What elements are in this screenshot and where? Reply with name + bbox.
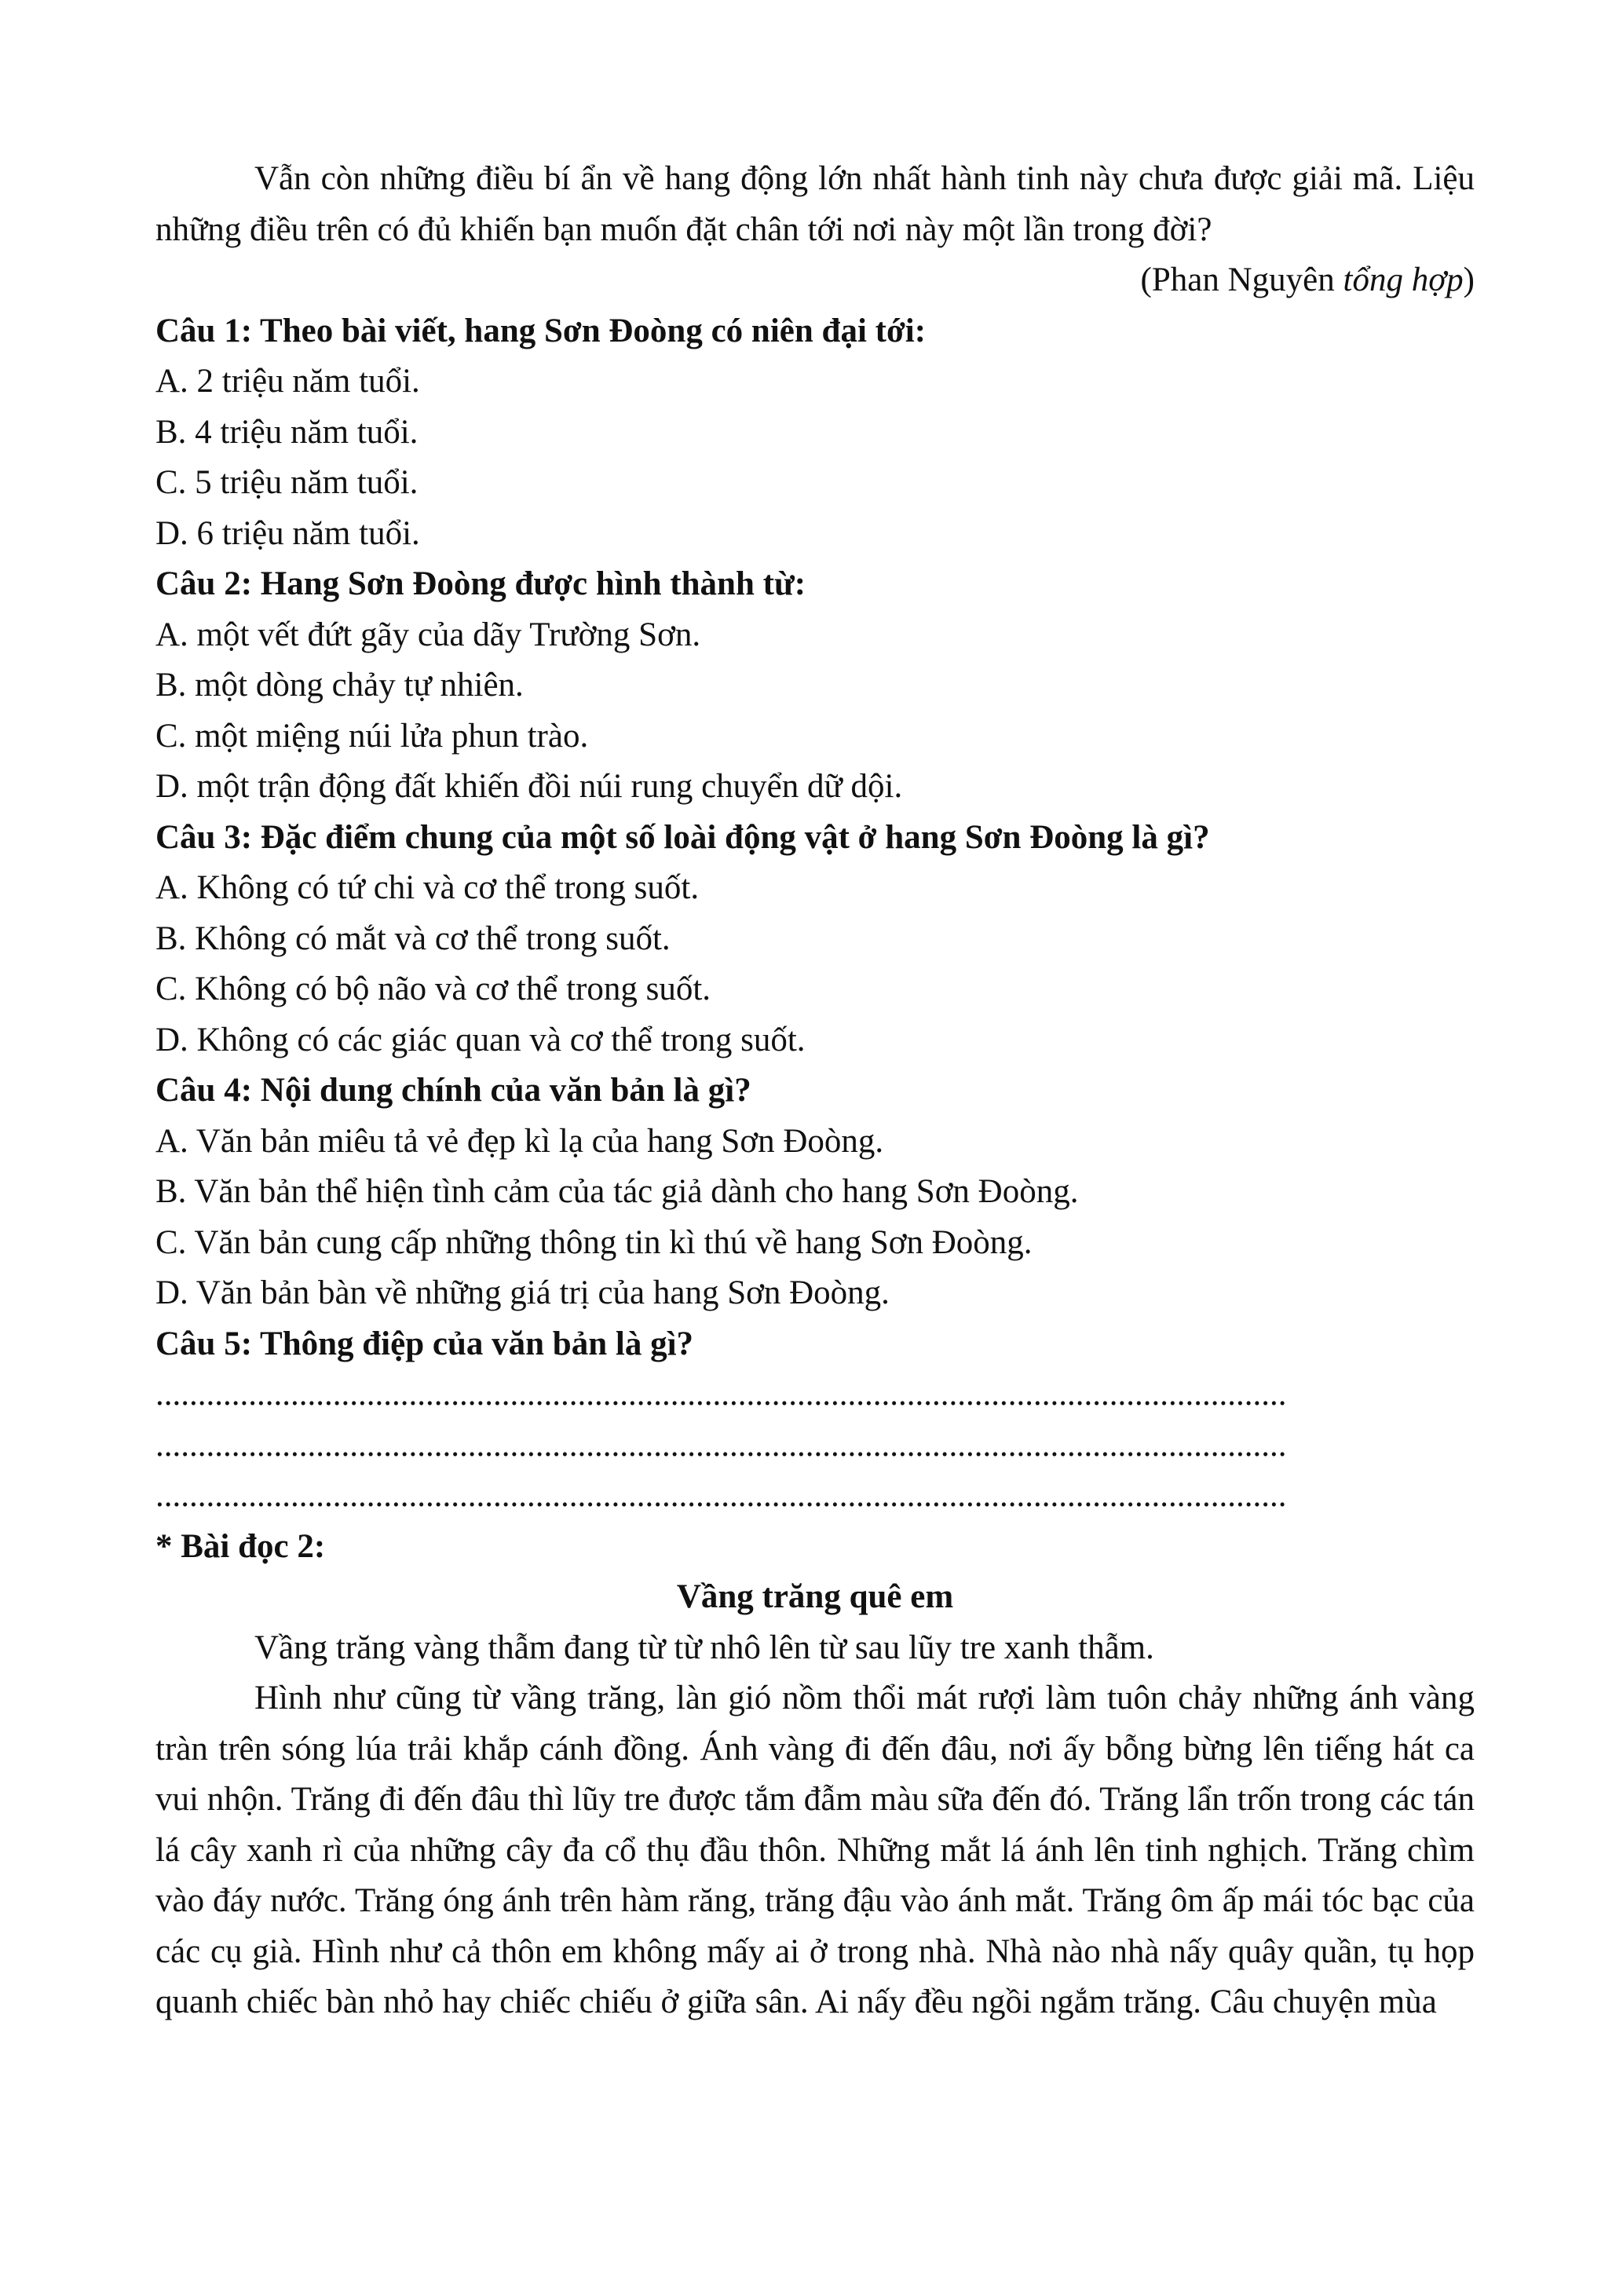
option-b: B. một dòng chảy tự nhiên. xyxy=(155,667,524,704)
option-d: D. Không có các giác quan và cơ thể trong suốt. xyxy=(155,1021,806,1058)
option-b: B. Văn bản thể hiện tình cảm của tác giả dành cho hang Sơn Đoòng. xyxy=(155,1173,1079,1210)
question-5 xyxy=(155,1319,1475,1522)
option-d: D. một trận động đất khiến đồi núi rung chuyển dữ dội. xyxy=(155,768,903,805)
question-2 xyxy=(155,559,1475,813)
source-attribution xyxy=(155,255,1475,306)
question-4 xyxy=(155,1066,1475,1319)
reading-paragraph: Vầng trăng vàng thẫm đang từ từ nhô lên từ sau lũy tre xanh thẫm. xyxy=(254,1629,1154,1666)
question-label: Câu 5: Thông điệp của văn bản là gì? xyxy=(155,1325,694,1362)
source-italic: tổng hợp xyxy=(1343,261,1464,298)
source-suffix: ) xyxy=(1463,261,1475,298)
option-a: A. Không có tứ chi và cơ thể trong suốt. xyxy=(155,869,700,906)
document-page xyxy=(155,154,1475,2028)
source-prefix: (Phan Nguyên xyxy=(1140,261,1343,298)
section-label: * Bài đọc 2: xyxy=(155,1527,326,1565)
option-c: C. 5 triệu năm tuổi. xyxy=(155,464,419,501)
closing-paragraph: Vẫn còn những điều bí ẩn về hang động lớn nhất hành tinh này chưa được giải mã. Liệu những điều trên có đủ khiến bạn muốn đặt chân tới nơi này một lần trong đời? xyxy=(155,160,1475,248)
question-1 xyxy=(155,306,1475,560)
option-c: C. Không có bộ não và cơ thể trong suốt. xyxy=(155,971,711,1007)
question-label: Câu 2: Hang Sơn Đoòng được hình thành từ: xyxy=(155,565,806,602)
question-label: Câu 1: Theo bài viết, hang Sơn Đoòng có niên đại tới: xyxy=(155,312,927,349)
question-label: Câu 3: Đặc điểm chung của một số loài động vật ở hang Sơn Đoòng là gì? xyxy=(155,818,1210,856)
option-b: B. Không có mắt và cơ thể trong suốt. xyxy=(155,919,671,957)
option-a: A. 2 triệu năm tuổi. xyxy=(155,363,420,400)
option-d: D. 6 triệu năm tuổi. xyxy=(155,514,420,552)
option-c: C. một miệng núi lửa phun trào. xyxy=(155,717,589,755)
option-c: C. Văn bản cung cấp những thông tin kì thú về hang Sơn Đoòng. xyxy=(155,1223,1033,1261)
option-a: A. Văn bản miêu tả vẻ đẹp kì lạ của hang Sơn Đoòng. xyxy=(155,1122,884,1160)
option-b: B. 4 triệu năm tuổi. xyxy=(155,413,419,451)
option-d: D. Văn bản bàn về những giá trị của hang Sơn Đoòng. xyxy=(155,1274,890,1311)
question-3 xyxy=(155,813,1475,1066)
option-a: A. một vết đứt gãy của dãy Trường Sơn. xyxy=(155,616,701,653)
answer-line[interactable]: ...................................................................................................................................... xyxy=(155,1477,1287,1514)
answer-line[interactable]: ...................................................................................................................................... xyxy=(155,1376,1287,1413)
reading-paragraph: Hình như cũng từ vầng trăng, làn gió nồm thổi mát rượi làm tuôn chảy những ánh vàng tràn trên sóng lúa trải khắp cánh đồng. Ánh vàng đi đến đâu, nơi ấy bỗng bừng lên tiếng hát ca vui nhộn. Trăng đi đến đâu thì lũy tre được tắm đẫm màu sữa đến đó. Trăng lẩn trốn trong các tán lá cây xanh rì của những cây đa cổ thụ đầu thôn. Những mắt lá ánh lên tinh nghịch. Trăng chìm vào đáy nước. Trăng óng ánh trên hàm răng, trăng đậu vào ánh mắt. Trăng ôm ấp mái tóc bạc của các cụ già. Hình như cả thôn em không mấy ai ở trong nhà. Nhà nào nhà nấy quây quần, tụ họp quanh chiếc bàn nhỏ hay chiếc chiếu ở giữa sân. Ai nấy đều ngồi ngắm trăng. Câu chuyện mùa xyxy=(155,1680,1475,2020)
question-label: Câu 4: Nội dung chính của văn bản là gì? xyxy=(155,1072,751,1109)
reading-title: Vầng trăng quê em xyxy=(676,1578,954,1615)
answer-line[interactable]: ...................................................................................................................................... xyxy=(155,1426,1287,1464)
